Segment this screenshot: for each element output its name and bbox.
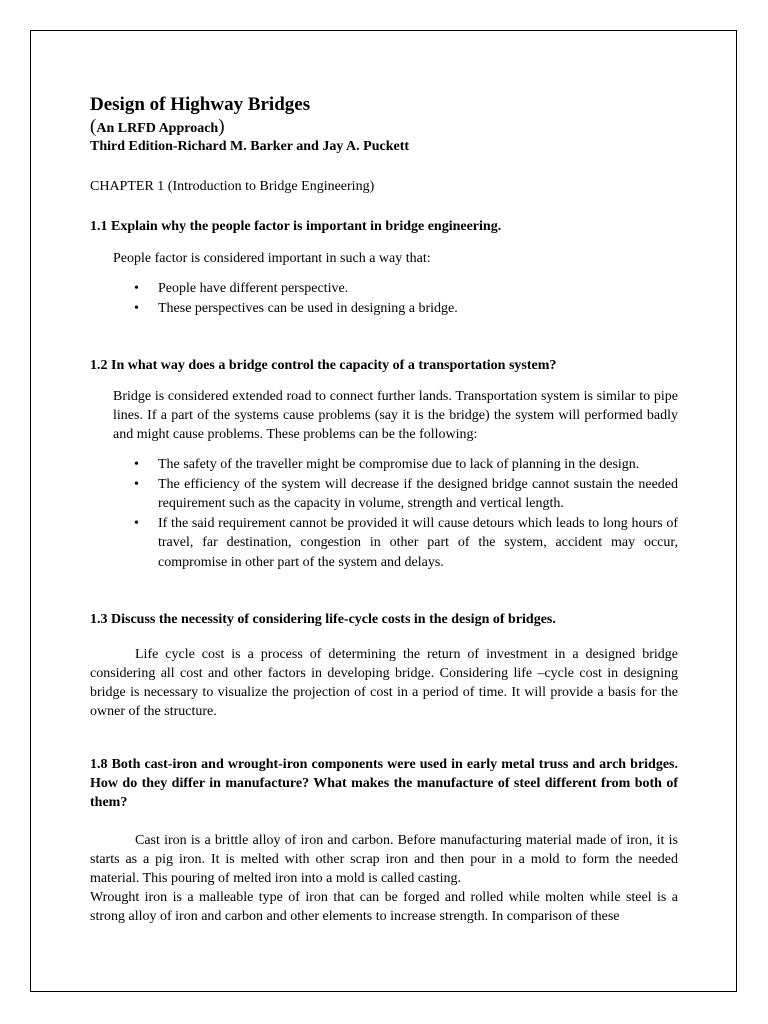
answer-1-1-intro: People factor is considered important in such a way that: xyxy=(113,251,431,266)
answer-1-1-list xyxy=(90,279,678,318)
list-item: • The efficiency of the system will decrease if the designed bridge cannot sustain the needed requirement such as the capacity in volume, strength and vertical length. xyxy=(134,476,678,511)
chapter-heading: CHAPTER 1 (Introduction to Bridge Engineering) xyxy=(90,179,375,194)
question-1-1: 1.1 Explain why the people factor is important in bridge engineering. xyxy=(90,219,502,234)
subtitle-close-paren: ) xyxy=(218,116,225,137)
bullet-icon: • xyxy=(134,515,139,531)
bullet-icon: • xyxy=(134,476,139,492)
subtitle-text: An LRFD Approach xyxy=(96,121,219,136)
list-item: • These perspectives can be used in designing a bridge. xyxy=(158,299,678,319)
list-item: • If the said requirement cannot be provided it will cause detours which leads to long hours of travel, far destination, congestion in other part of the system, accident may occur, compromise in other part of the system and delays. xyxy=(134,515,678,570)
answer-1-2-list xyxy=(90,455,678,572)
bullet-icon: • xyxy=(134,281,139,296)
document-subtitle xyxy=(90,118,678,138)
answer-1-3-body: Life cycle cost is a process of determining the return of investment in a designed bridge considering all cost and other factors in developing bridge. Considering life –cycle cost in designing bridge is necessary to visualize the projection of cost in a period of time. It will provide a basis for the owner of the structure. xyxy=(90,647,678,719)
question-1-2: 1.2 In what way does a bridge control the capacity of a transportation system? xyxy=(90,358,557,373)
subtitle-open-paren: ( xyxy=(90,116,97,137)
question-1-8: 1.8 Both cast-iron and wrought-iron components were used in early metal truss and arch bridges. How do they differ in manufacture? What makes the manufacture of steel different from both of them? xyxy=(90,757,678,810)
answer-1-2-intro: Bridge is considered extended road to connect further lands. Transportation system is similar to pipe lines. If a part of the systems cause problems (say it is the bridge) the system will performed badly and might cause problems. These problems can be the following: xyxy=(113,389,678,442)
list-item: • People have different perspective. xyxy=(158,279,678,299)
list-item: • The safety of the traveller might be compromise due to lack of planning in the design. xyxy=(158,455,678,475)
document-title: Design of Highway Bridges xyxy=(90,94,311,115)
question-1-3: 1.3 Discuss the necessity of considering life-cycle costs in the design of bridges. xyxy=(90,612,556,627)
bullet-icon: • xyxy=(134,457,139,472)
bullet-icon: • xyxy=(134,300,139,316)
document-edition: Third Edition-Richard M. Barker and Jay A. Puckett xyxy=(90,139,410,154)
answer-1-8-body-2: Wrought iron is a malleable type of iron that can be forged and rolled while molten while steel is a strong alloy of iron and carbon and other elements to increase strength. In comparison of these xyxy=(90,890,678,924)
answer-1-8-body-1: Cast iron is a brittle alloy of iron and carbon. Before manufacturing material made of iron, it is starts as a pig iron. It is melted with other scrap iron and then pour in a mold to form the needed material. This pouring of melted iron into a mold is called casting. xyxy=(90,833,678,886)
document-body xyxy=(90,92,678,926)
